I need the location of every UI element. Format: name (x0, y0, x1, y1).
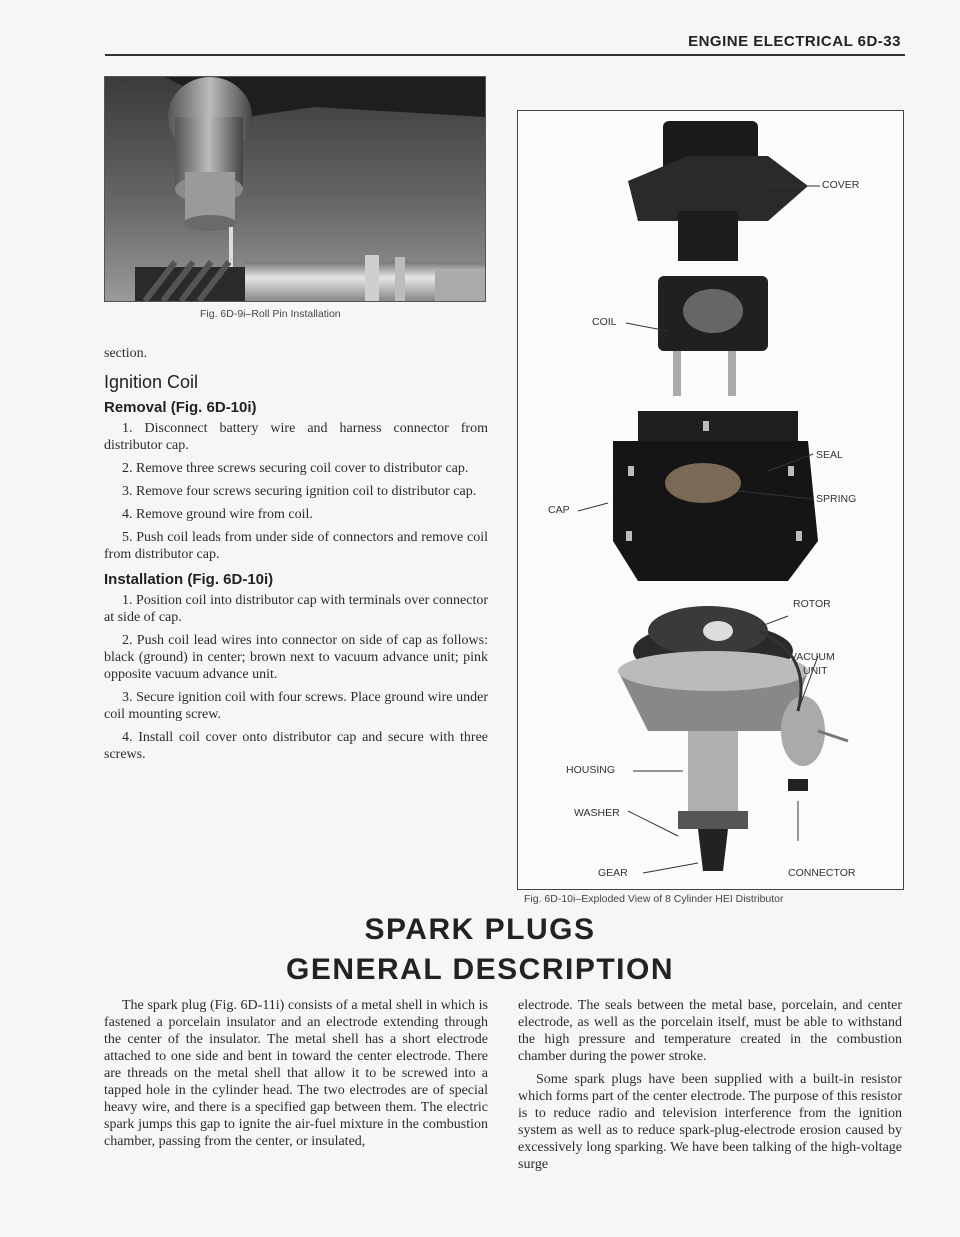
installation-step: 4. Install coil cover onto distributor cap and secure with three screws. (104, 730, 488, 762)
label-seal: SEAL (816, 449, 843, 461)
spark-plugs-title: SPARK PLUGS (364, 913, 596, 946)
label-washer: WASHER (574, 807, 620, 819)
label-gear: GEAR (598, 867, 628, 879)
spark-description-right (518, 997, 902, 1179)
general-description-title: GENERAL DESCRIPTION (286, 953, 674, 986)
label-vacuum-unit: UNIT (803, 665, 828, 677)
roll-pin-illustration (105, 77, 485, 301)
roll-pin-caption: Fig. 6D-9i–Roll Pin Installation (200, 308, 341, 320)
removal-step: 4. Remove ground wire from coil. (122, 507, 313, 522)
spark-paragraph-2: electrode. The seals between the metal base, porcelain, and center electrode, as well as the porcelain itself, must be able to withstand the high pressure and temperature created in the combustion chamber during the power stroke. (518, 998, 902, 1064)
removal-step: 5. Push coil leads from under side of connectors and remove coil from distributor cap. (104, 530, 488, 562)
removal-heading: Removal (Fig. 6D-10i) (104, 399, 257, 416)
label-housing: HOUSING (566, 764, 616, 776)
ignition-coil-heading: Ignition Coil (104, 372, 199, 392)
coil-part (658, 276, 768, 396)
housing-part (618, 651, 808, 871)
removal-step: 1. Disconnect battery wire and harness connector from distributor cap. (104, 421, 488, 453)
label-coil: COIL (592, 316, 617, 328)
roll-pin-photo (104, 76, 486, 302)
installation-heading: Installation (Fig. 6D-10i) (104, 571, 274, 588)
installation-step: 2. Push coil lead wires into connector on side of cap as follows: black (ground) in center; brown next to vacuum advance unit; pink opposite vacuum advance unit. (104, 633, 488, 682)
removal-step: 2. Remove three screws securing coil cover to distributor cap. (122, 461, 469, 476)
distributor-caption: Fig. 6D-10i–Exploded View of 8 Cylinder HEI Distributor (524, 893, 784, 905)
running-head: ENGINE ELECTRICAL 6D-33 (688, 33, 901, 50)
label-spring: SPRING (816, 493, 857, 505)
label-rotor: ROTOR (793, 598, 831, 610)
removal-step: 3. Remove four screws securing ignition coil to distributor cap. (122, 484, 477, 499)
installation-step: 3. Secure ignition coil with four screws. Place ground wire under coil mounting screw. (104, 690, 488, 722)
spark-paragraph-1: The spark plug (Fig. 6D-11i) consists of a metal shell in which is fastened a porcelain insulator and an electrode extending through the center of the insulator. The metal shell has a short electrode attached to one side and bent in toward the center electrode. There are threads on the metal shell that allow it to be screwed into a tapped hole in the cylinder head. The two electrodes are of special heavy wire, and there is a specified gap between them. The electric spark jumps this gap to ignite the air-fuel mixture in the combustion chamber, passing from the center, or insulated, (104, 998, 488, 1149)
distributor-exploded-view (517, 110, 904, 890)
spark-paragraph-3: Some spark plugs have been supplied with a built-in resistor which forms part of the center electrode. The purpose of this resistor is to reduce radio and television interference from the ignition system as well as to reduce spark-plug-electrode erosion caused by excessively long sparking. We have been talking of the high-voltage surge (518, 1072, 902, 1172)
installation-step: 1. Position coil into distributor cap with terminals over connector at side of cap. (104, 593, 488, 625)
page-header (105, 32, 905, 56)
ignition-coil-section (104, 345, 488, 769)
section-continuation: section. (104, 346, 148, 361)
label-cap: CAP (548, 504, 570, 516)
label-vacuum: VACUUM (790, 651, 835, 663)
label-connector: CONNECTOR (788, 867, 856, 879)
cover-part (628, 121, 808, 261)
spark-description-left (104, 997, 488, 1156)
connector-part (788, 779, 808, 791)
label-cover: COVER (822, 179, 860, 191)
